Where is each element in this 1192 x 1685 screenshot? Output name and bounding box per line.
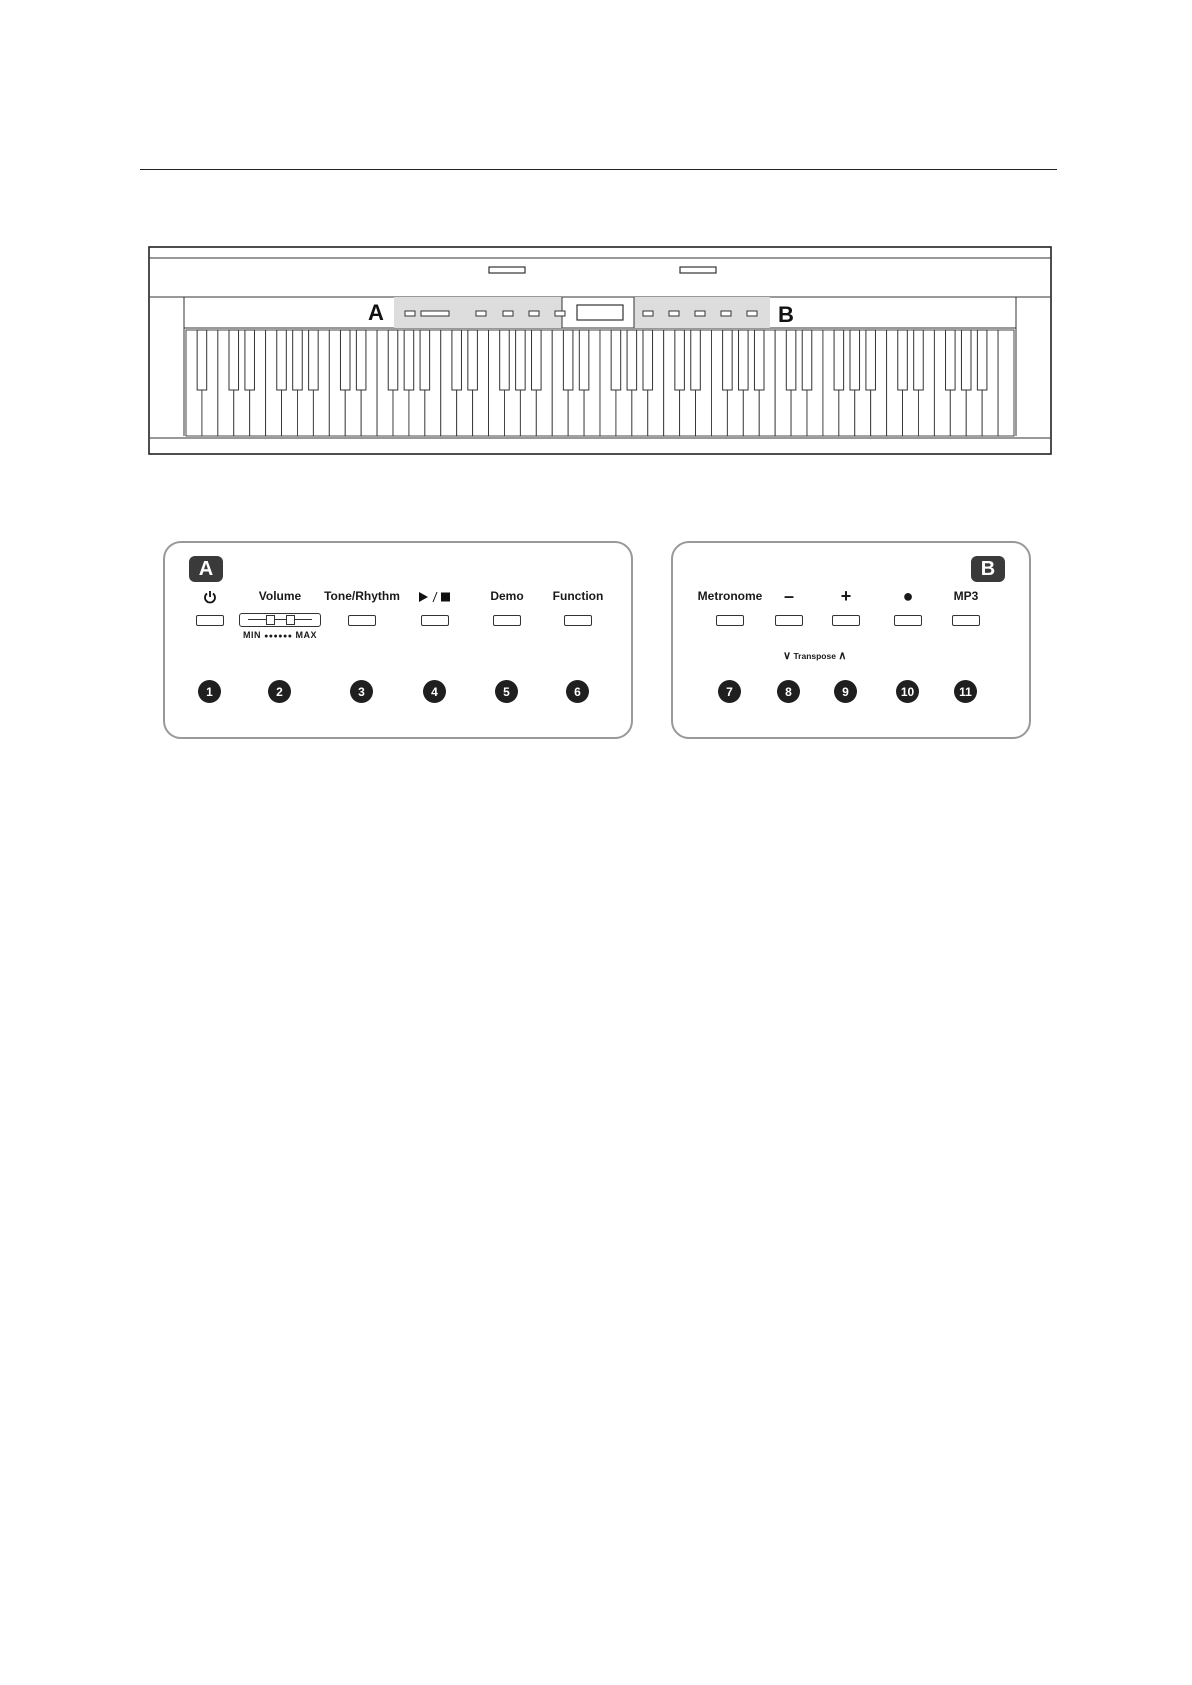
black-key [754, 330, 764, 390]
black-key [834, 330, 844, 390]
volume-label: Volume [258, 589, 302, 603]
demo-label: Demo [490, 589, 524, 603]
chevron-down-icon: ∨ [783, 650, 792, 662]
black-key [468, 330, 478, 390]
black-key [404, 330, 414, 390]
strip-button [643, 311, 653, 316]
volume-slider-handle[interactable] [266, 615, 275, 625]
strip-button [721, 311, 731, 316]
transpose-down-button[interactable] [775, 615, 803, 626]
black-key [500, 330, 510, 390]
strip-button [503, 311, 513, 316]
right-slot-icon [680, 267, 716, 273]
strip-button [669, 311, 679, 316]
plus-icon: + [840, 586, 852, 606]
black-key [611, 330, 621, 390]
black-key [691, 330, 701, 390]
function-button[interactable] [564, 615, 592, 626]
white-key [998, 330, 1014, 436]
mp3-button[interactable] [952, 615, 980, 626]
strip-button [555, 311, 565, 316]
callout-1: 1 [198, 680, 221, 703]
black-key [786, 330, 796, 390]
callout-4: 4 [423, 680, 446, 703]
black-key [420, 330, 430, 390]
black-key [277, 330, 287, 390]
record-icon: ● [902, 586, 914, 606]
callout-6: 6 [566, 680, 589, 703]
volume-scale: MIN ●●●●●● MAX [243, 630, 317, 640]
callout-2: 2 [268, 680, 291, 703]
black-key [388, 330, 398, 390]
tone-rhythm-label: Tone/Rhythm [324, 589, 400, 603]
power-button[interactable] [196, 615, 224, 626]
tone-rhythm-button[interactable] [348, 615, 376, 626]
black-key [723, 330, 733, 390]
transpose-up-button[interactable] [832, 615, 860, 626]
panel-b [671, 541, 1031, 739]
black-key [293, 330, 303, 390]
metronome-button[interactable] [716, 615, 744, 626]
black-key [563, 330, 573, 390]
black-key [866, 330, 876, 390]
black-key [532, 330, 542, 390]
play-stop-button[interactable] [421, 615, 449, 626]
demo-button[interactable] [493, 615, 521, 626]
callout-8: 8 [777, 680, 800, 703]
volume-slider[interactable] [239, 613, 321, 627]
callout-5: 5 [495, 680, 518, 703]
black-key [516, 330, 526, 390]
black-key [229, 330, 239, 390]
chevron-up-icon: ∧ [838, 650, 847, 662]
callout-10: 10 [896, 680, 919, 703]
black-key [898, 330, 908, 390]
strip-button [405, 311, 415, 316]
black-key [579, 330, 589, 390]
black-key [627, 330, 637, 390]
black-key [914, 330, 924, 390]
mp3-control [921, 583, 1011, 626]
black-key [946, 330, 956, 390]
mp3-label: MP3 [953, 589, 979, 603]
minus-icon: – [783, 586, 794, 606]
black-key [739, 330, 749, 390]
section-b-label: B [778, 302, 794, 327]
black-key [340, 330, 350, 390]
piano-keys [186, 330, 1014, 436]
strip-button [747, 311, 757, 316]
function-label: Function [552, 589, 604, 603]
keyboard-diagram [148, 246, 1052, 458]
transpose-label: ∨ Transpose ∧ [783, 650, 847, 662]
black-key [850, 330, 860, 390]
black-key [675, 330, 685, 390]
black-key [802, 330, 812, 390]
function-control [533, 583, 623, 626]
black-key [643, 330, 653, 390]
black-key [977, 330, 987, 390]
header-rule [140, 169, 1057, 170]
display-screen [577, 305, 623, 320]
callout-9: 9 [834, 680, 857, 703]
play-stop-icon [418, 591, 452, 603]
callout-11: 11 [954, 680, 977, 703]
callout-3: 3 [350, 680, 373, 703]
strip-button [476, 311, 486, 316]
black-key [452, 330, 462, 390]
strip-button [529, 311, 539, 316]
strip-button [695, 311, 705, 316]
panel-a [163, 541, 633, 739]
black-key [961, 330, 971, 390]
panel-b-tag: B [971, 556, 1005, 582]
panel-a-tag: A [189, 556, 223, 582]
black-key [197, 330, 207, 390]
section-a-label: A [368, 300, 384, 325]
black-key [245, 330, 255, 390]
strip-slider [421, 311, 449, 316]
left-slot-icon [489, 267, 525, 273]
black-key [309, 330, 319, 390]
record-button[interactable] [894, 615, 922, 626]
power-icon [203, 590, 217, 604]
callout-7: 7 [718, 680, 741, 703]
black-key [356, 330, 366, 390]
metronome-label: Metronome [697, 589, 763, 603]
